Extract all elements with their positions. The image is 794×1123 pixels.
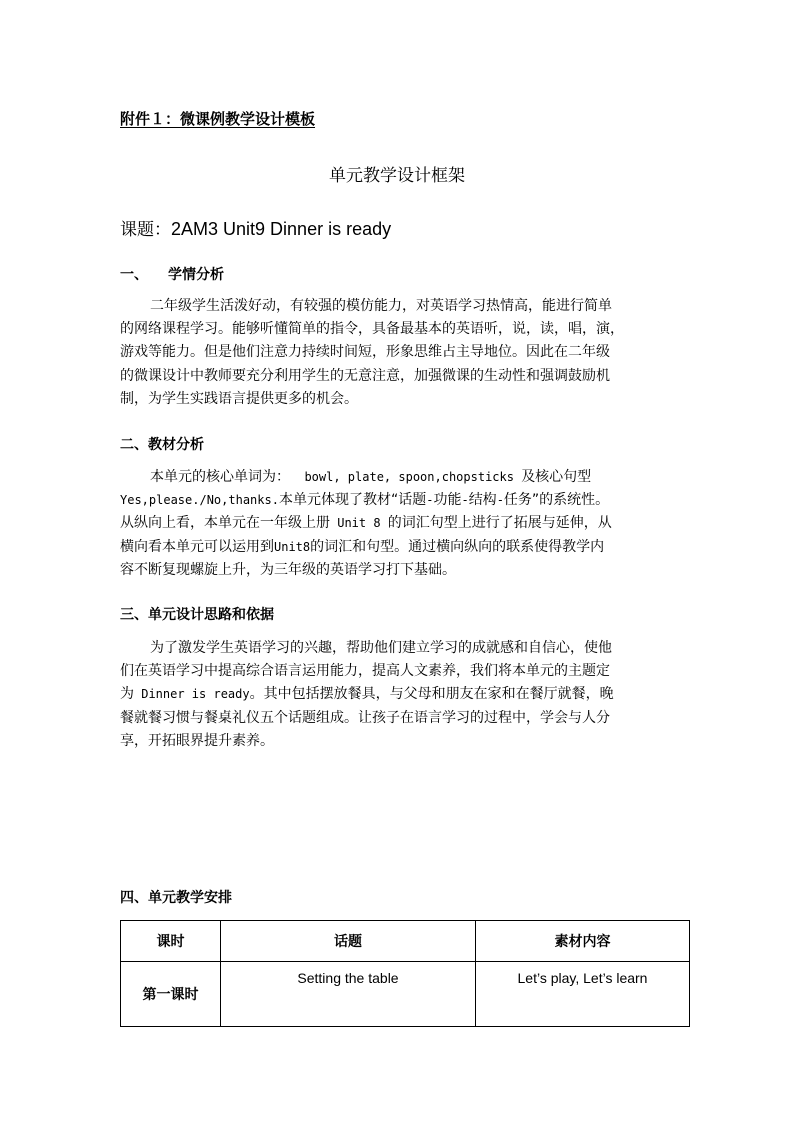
unit-reference: Unit8: [274, 539, 311, 554]
table-cell-topic: Setting the table: [221, 962, 476, 1027]
text-span: 从纵向上看，本单元在一年级上册: [120, 515, 330, 532]
section-number: 一、: [120, 267, 148, 283]
text-line: [120, 536, 676, 559]
text-line: 二年级学生活泼好动，有较强的模仿能力，对英语学习热情高，能进行简单: [150, 298, 612, 314]
text-span: 的词汇句型上进行了拓展与延伸，从: [387, 515, 612, 532]
attachment-title: 附件１：微课例教学设计模板: [120, 110, 316, 128]
section-heading-teaching-schedule: 四、单元教学安排: [120, 890, 232, 906]
text-span: 横向看本单元可以运用到: [120, 538, 274, 555]
text-line: 制，为学生实践语言提供更多的机会。: [120, 390, 358, 407]
unit-theme: Dinner is ready: [134, 687, 250, 702]
paragraph-learner-analysis: [120, 295, 676, 411]
column-header: 素材内容: [476, 921, 690, 962]
topic-label: 课题：: [120, 220, 171, 240]
text-span: 。其中包括摆放餐具，与父母和朋友在家和在餐厅就餐，晚: [249, 686, 614, 703]
document-title: 单元教学设计框架: [329, 166, 465, 186]
lesson-topic: [120, 215, 391, 240]
unit-reference: Unit 8: [330, 516, 388, 531]
text-span: -: [426, 493, 434, 508]
text-line: 餐就餐习惯与餐桌礼仪五个话题组成。让孩子在语言学习的过程中，学会与人分: [120, 709, 610, 726]
text-line: 游戏等能力。但是他们注意力持续时间短，形象思维占主导地位。因此在二年级: [120, 344, 610, 361]
text-line: 的微课设计中教师要充分利用学生的无意注意，加强微课的生动性和强调鼓励机: [120, 367, 610, 384]
section-heading-material-analysis: 二、教材分析: [120, 437, 204, 453]
text-span: 结构: [468, 492, 497, 509]
table-header-row: [121, 921, 690, 962]
paragraph-material-analysis: [120, 466, 676, 582]
section-title: 学情分析: [168, 267, 224, 283]
core-words: bowl, plate, spoon,chopsticks: [290, 470, 522, 484]
table-cell-lesson: 第一课时: [121, 962, 221, 1027]
text-span: -: [461, 493, 469, 508]
text-line: 容不断复现螺旋上升，为三年级的英语学习打下基础。: [120, 561, 456, 578]
column-header: 课时: [121, 921, 221, 962]
section-heading-design-rationale: 三、单元设计思路和依据: [120, 607, 274, 623]
text-line: 的网络课程学习。能够听懂简单的指令，具备最基本的英语听，说，读，唱，演，: [120, 321, 624, 338]
text-span: 的词汇和句型。通过横向纵向的联系使得教学内: [310, 538, 605, 555]
text-span: 本单元的核心单词为：: [150, 469, 290, 485]
text-line: 们在英语学习中提高综合语言运用能力，提高人文素养，我们将本单元的主题定: [120, 663, 610, 680]
core-sentences: Yes,please./No,thanks.: [120, 493, 279, 508]
table-row: [121, 962, 690, 1027]
column-header: 话题: [221, 921, 476, 962]
paragraph-design-rationale: [120, 637, 676, 753]
text-span: -: [496, 493, 504, 508]
text-span: 为: [120, 686, 134, 703]
section-heading-learner-analysis: [120, 264, 224, 284]
table-cell-material: Let’s play, Let’s learn: [476, 962, 690, 1027]
text-span: 及核心句型: [521, 469, 592, 485]
text-line: [120, 466, 676, 489]
text-line: [120, 683, 676, 706]
text-span: 本单元体现了教材“话题: [278, 492, 427, 509]
text-span: 功能: [433, 492, 462, 509]
text-line: [120, 512, 676, 535]
topic-text: 2AM3 Unit9 Dinner is ready: [171, 219, 392, 239]
schedule-table: [120, 920, 690, 1027]
text-line: [120, 489, 676, 512]
text-span: 任务”的系统性。: [503, 492, 610, 509]
text-line: 享，开拓眼界提升素养。: [120, 732, 274, 749]
text-line: 为了激发学生英语学习的兴趣，帮助他们建立学习的成就感和自信心，使他: [150, 640, 612, 656]
